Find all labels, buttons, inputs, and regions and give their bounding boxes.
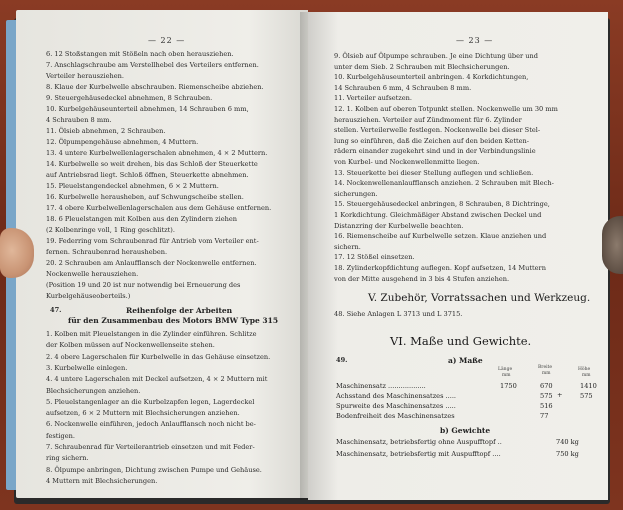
instruction-line: unter dem Sieb. 2 Schrauben mit Blechsicherungen. xyxy=(334,62,510,71)
measure-width: 575 xyxy=(540,392,553,400)
measure-width: 670 xyxy=(540,382,553,390)
instruction-line: fernen. Schraubenrad herausheben. xyxy=(46,248,168,256)
instruction-line: sicherungen. xyxy=(334,189,378,198)
instruction-line: 10. Kurbelgehäuseunterteil anbringen. 4 Korkdichtungen, xyxy=(334,73,529,82)
assembly-section-subtitle: für den Zusammenbau des Motors BMW Type 315 xyxy=(68,316,279,325)
instruction-line: 15. Steuergehäusedeckel anbringen, 8 Schrauben, 8 Dichtringe, xyxy=(334,200,550,209)
measure-width: 77 xyxy=(540,412,549,420)
assembly-step-line: Blechsicherungen anziehen. xyxy=(46,386,141,395)
col-unit-length: mm xyxy=(502,373,511,378)
assembly-step-line: 1. Kolben mit Pleuelstangen in die Zylinder einführen. Schlitze xyxy=(46,330,257,338)
measures-subheading: a) Maße xyxy=(448,356,483,365)
measure-height: 1410 xyxy=(580,382,597,390)
instruction-line: (Position 19 und 20 ist nur notwendig bei Erneuerung des xyxy=(46,281,241,289)
instruction-line: Nockenwelle herausziehen. xyxy=(46,270,139,278)
col-unit-height: mm xyxy=(582,373,591,378)
instruction-line: auf Antriebsrad liegt. Schloß öffnen, Steuerkette abnehmen. xyxy=(46,171,249,179)
weight-value: 740 kg xyxy=(556,438,579,446)
measure-row-label: Spurweite des Maschinensatzes ..... xyxy=(336,402,456,410)
assembly-section-title: Reihenfolge der Arbeiten xyxy=(126,306,233,315)
chapter-6-title: VI. Maße und Gewichte. xyxy=(390,334,532,348)
section-number-49: 49. xyxy=(336,356,348,364)
instruction-line: 9. Steuergehäusedeckel abnehmen, 8 Schrauben. xyxy=(46,94,213,102)
chapter-5-title: V. Zubehör, Vorratssachen und Werkzeug. xyxy=(368,292,591,304)
instruction-line: sichern. xyxy=(334,242,361,251)
section-number-47: 47. xyxy=(50,306,62,314)
instruction-line: herausziehen. Verteiler auf Zündmoment für 6. Zylinder xyxy=(334,115,522,124)
instruction-line: 16. Kurbelwelle herausheben, auf Schwungscheibe stellen. xyxy=(46,193,244,201)
assembly-step-line: aufsetzen, 6 × 2 Muttern mit Blechsicherungen anziehen. xyxy=(46,409,240,418)
instruction-line: 18. Zylinderkopfdichtung auflegen. Kopf aufsetzen, 14 Muttern xyxy=(334,264,546,272)
instruction-line: (2 Kolbenringe voll, 1 Ring geschlitzt). xyxy=(46,226,175,234)
instruction-line: 19. Federring vom Schraubenrad für Antrieb vom Verteiler ent- xyxy=(46,237,259,245)
col-header-height: Höhe xyxy=(578,367,591,372)
assembly-step-line: 8. Ölpumpe anbringen, Dichtung zwischen Pumpe und Gehäuse. xyxy=(46,465,262,474)
instruction-line: 17. 12 Stößel einsetzen. xyxy=(334,253,415,262)
weight-value: 750 kg xyxy=(556,450,579,458)
assembly-step-line: der Kolben müssen auf Nockenwellenseite stehen. xyxy=(46,341,215,350)
instruction-line: 1 Korkdichtung. Gleichmäßiger Abstand zwischen Deckel und xyxy=(334,211,542,219)
assembly-step-line: 5. Pleuelstangenlager an die Kurbelzapfen legen, Lagerdeckel xyxy=(46,397,255,406)
assembly-step-line: festigen. xyxy=(46,431,75,440)
instruction-line: 13. 4 untere Kurbelwellenlagerschalen abnehmen, 4 × 2 Muttern. xyxy=(46,149,268,157)
weights-subheading: b) Gewichte xyxy=(440,426,491,435)
col-header-width: Breite xyxy=(538,365,553,370)
weight-row-label: Maschinensatz, betriebsfertig mit Auspufftopf .... xyxy=(336,450,501,458)
instruction-line: 11. Verteiler aufsetzen. xyxy=(334,94,412,103)
right-page-number: — 23 — xyxy=(456,36,494,45)
instruction-line: lung so einführen, daß die Zeichen auf den beiden Ketten- xyxy=(334,136,530,145)
plus-sign: + xyxy=(557,391,563,399)
instruction-line: 8. Klaue der Kurbelwelle abschrauben. Riemenscheibe abziehen. xyxy=(46,83,264,91)
instruction-line: 10. Kurbelgehäuseunterteil abnehmen, 14 Schrauben 6 mm, xyxy=(46,105,249,113)
instruction-line: Distanzring der Kurbelwelle beachten. xyxy=(334,221,464,230)
instruction-line: von Kurbel- und Nockenwellenmitte liegen. xyxy=(334,158,480,166)
instruction-line: von der Mitte ausgehend in 3 bis 4 Stufen anziehen. xyxy=(334,274,510,283)
assembly-step-line: 3. Kurbelwelle einlegen. xyxy=(46,363,128,372)
instruction-line: 9. Ölsieb auf Ölpumpe schrauben. Je eine Dichtung über und xyxy=(334,52,539,60)
instruction-line: 12. Ölpumpengehäuse abnehmen, 4 Muttern. xyxy=(46,138,199,146)
instruction-line: 14. Kurbelwelle so weit drehen, bis das Schloß der Steuerkette xyxy=(46,160,258,168)
right-thumb xyxy=(602,216,623,274)
instruction-line: 12. 1. Kolben auf oberen Totpunkt stellen. Nockenwelle um 30 mm xyxy=(334,105,558,113)
instruction-line: rädern einander zugekehrt sind und in der Verbindungslinie xyxy=(334,147,536,156)
instruction-line: 20. 2 Schrauben am Anlaufflansch der Nockenwelle entfernen. xyxy=(46,259,257,267)
instruction-line: 13. Steuerkette bei dieser Stellung auflegen und schließen. xyxy=(334,168,534,177)
measure-width: 516 xyxy=(540,402,553,410)
measure-height: 575 xyxy=(580,392,593,400)
instruction-line: 14 Schrauben 6 mm, 4 Schrauben 8 mm. xyxy=(334,83,472,92)
measure-length: 1750 xyxy=(500,382,517,390)
instruction-line: 17. 4 obere Kurbelwellenlagerschalen aus dem Gehäuse entfernen. xyxy=(46,204,272,212)
instruction-line: 15. Pleuelstangendeckel abnehmen, 6 × 2 Muttern. xyxy=(46,182,219,190)
weight-row-label: Maschinensatz, betriebsfertig ohne Auspufftopf .. xyxy=(336,438,502,446)
assembly-step-line: 4. 4 untere Lagerschalen mit Deckel aufsetzen, 4 × 2 Muttern mit xyxy=(46,375,268,384)
measure-row-label: Maschinensatz .................. xyxy=(336,382,426,390)
measure-row-label: Achsstand des Maschinensatzes ..... xyxy=(336,392,457,400)
instruction-line: Kurbelgehäuseoberteils.) xyxy=(46,292,131,300)
col-unit-width: mm xyxy=(542,371,551,376)
instruction-line: stellen. Verteilerwelle festlegen. Nockenwelle bei dieser Stel- xyxy=(334,126,541,135)
instruction-line: 14. Nockenwellenanlaufflansch anziehen. 2 Schrauben mit Blech- xyxy=(334,179,554,188)
instruction-line: 11. Ölsieb abnehmen, 2 Schrauben. xyxy=(46,127,166,135)
measure-row-label: Bodenfreiheit des Maschinensatzes xyxy=(336,412,455,420)
instruction-line: 4 Schrauben 8 mm. xyxy=(46,116,112,124)
col-header-length: Länge xyxy=(498,367,513,372)
right-page xyxy=(308,12,608,500)
assembly-step-line: 7. Schraubenrad für Verteilerantrieb einsetzen und mit Feder- xyxy=(46,443,255,451)
instruction-line: 7. Anschlagschraube am Verstellhebel des Verteilers entfernen. xyxy=(46,61,259,69)
assembly-step-line: 6. Nockenwelle einführen, jedoch Anlaufflansch noch nicht be- xyxy=(46,420,256,429)
assembly-step-line: 4 Muttern mit Blechsicherungen. xyxy=(46,476,158,485)
assembly-step-line: 2. 4 obere Lagerschalen für Kurbelwelle in das Gehäuse einsetzen. xyxy=(46,352,271,361)
chapter-5-reference: 48. Siehe Anlagen L 3713 und L 3715. xyxy=(334,310,463,318)
left-page xyxy=(16,10,308,498)
instruction-line: 6. 12 Stoßstangen mit Stößeln nach oben herausziehen. xyxy=(46,50,234,58)
left-page-number: — 22 — xyxy=(148,36,186,45)
instruction-line: 16. Riemenscheibe auf Kurbelwelle setzen. Klaue anziehen und xyxy=(334,232,547,241)
instruction-line: 18. 6 Pleuelstangen mit Kolben aus den Zylindern ziehen xyxy=(46,215,238,223)
assembly-step-line: ring sichern. xyxy=(46,454,89,463)
instruction-line: Verteiler herausziehen. xyxy=(46,72,124,80)
